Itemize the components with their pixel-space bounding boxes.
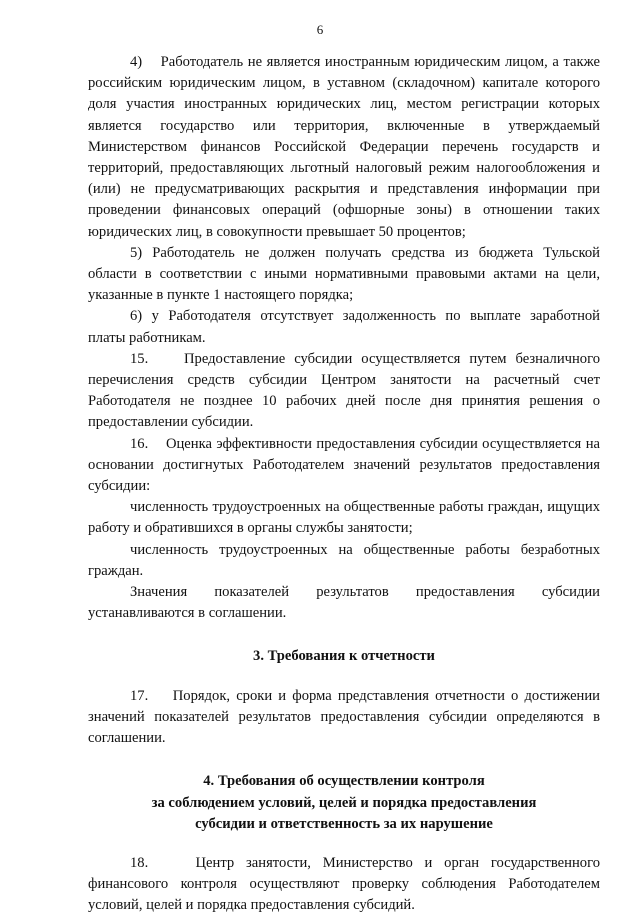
section-4-heading-line-1: 4. Требования об осуществлении контроля xyxy=(203,773,485,790)
paragraph-item-6: 6) у Работодателя отсутствует задолженность по выплате заработной платы работникам. xyxy=(88,308,600,346)
page-number: 6 xyxy=(316,22,324,37)
paragraph-17: 17. Порядок, сроки и форма представления отчетности о достижении значений показателей результатов предоставления субсидии определяются в соглашении. xyxy=(88,687,600,747)
spacer xyxy=(88,624,600,646)
spacer xyxy=(88,749,600,771)
paragraph-16: 16. Оценка эффективности предоставления субсидии осуществляется на основании достигнутых Работодателем значений результатов предоставления субсидии: xyxy=(88,435,600,495)
paragraph-15: 15. Предоставление субсидии осуществляется путем безналичного перечисления средств субсидии Центром занятости на расчетный счет Работодателя не позднее 10 рабочих дней после дня принятия решения о предоставлении субсидии. xyxy=(88,350,600,431)
spacer xyxy=(88,668,600,686)
paragraph-indicator-1: численность трудоустроенных на общественные работы граждан, ищущих работу и обратившихся в органы службы занятости; xyxy=(88,499,600,537)
page-content xyxy=(88,52,600,917)
paragraph-item-4: 4) Работодатель не является иностранным юридическим лицом, а также российским юридическим лицом, в уставном (складочном) капитале которого доля участия иностранных юридических лиц, местом регистрации которых является государство или территория, включенные в утверждаемый Министерством финансов Российской Федерации перечень государств и территорий, предоставляющих льготный налоговый режим налогообложения и (или) не предусматривающих раскрытия и представления информации при проведении финансовых операций (офшорные зоны) в отношении таких юридических лиц, в совокупности превышает 50 процентов; xyxy=(88,54,600,240)
spacer xyxy=(88,835,600,853)
paragraph-indicator-values: Значения показателей результатов предоставления субсидии устанавливаются в соглашении. xyxy=(88,584,600,622)
paragraph-item-5: 5) Работодатель не должен получать средства из бюджета Тульской области в соответствии с иными нормативными правовыми актами на цели, указанные в пункте 1 настоящего порядка; xyxy=(88,244,600,304)
section-4-heading-line-3: субсидии и ответственность за их нарушение xyxy=(195,815,493,832)
section-4-heading-line-2: за соблюдением условий, целей и порядка предоставления xyxy=(151,794,537,811)
paragraph-18: 18. Центр занятости, Министерство и орган государственного финансового контроля осуществляют проверку соблюдения Работодателем условий, целей и порядка предоставления субсидий. xyxy=(88,854,600,914)
paragraph-indicator-2: численность трудоустроенных на общественные работы безработных граждан. xyxy=(88,541,600,579)
section-3-heading: 3. Требования к отчетности xyxy=(253,648,435,665)
